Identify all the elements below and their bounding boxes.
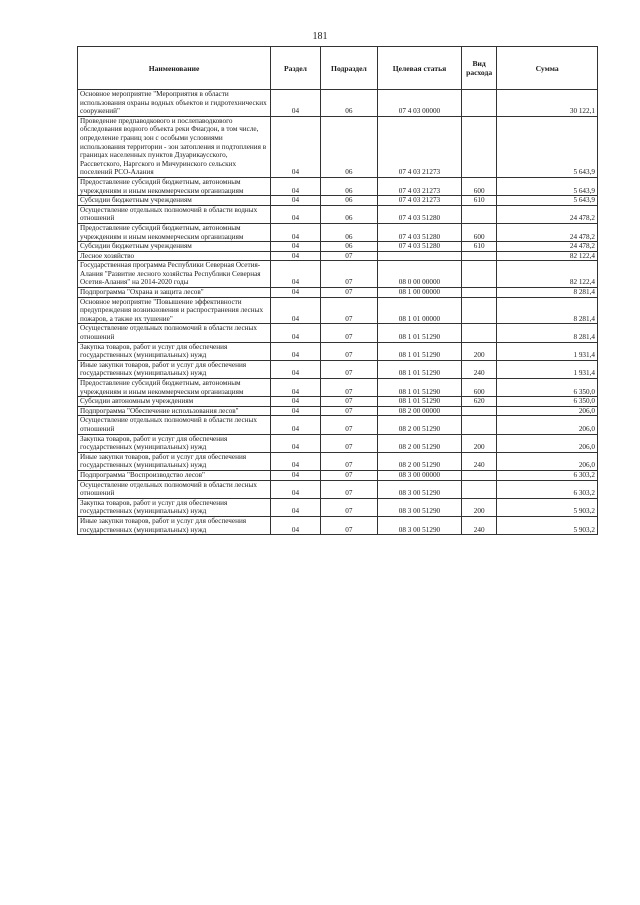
row-subsection: 07 bbox=[320, 480, 377, 498]
row-name: Осуществление отдельных полномочий в области лесных отношений bbox=[78, 324, 271, 342]
row-section: 04 bbox=[271, 416, 321, 434]
row-expense bbox=[462, 480, 497, 498]
row-section: 04 bbox=[271, 205, 321, 223]
row-subsection: 07 bbox=[320, 516, 377, 534]
row-section: 04 bbox=[271, 251, 321, 261]
row-sum: 24 478,2 bbox=[497, 205, 598, 223]
row-name: Осуществление отдельных полномочий в области лесных отношений bbox=[78, 480, 271, 498]
row-target: 08 1 01 51290 bbox=[377, 324, 461, 342]
row-subsection: 07 bbox=[320, 406, 377, 416]
row-target: 08 1 01 51290 bbox=[377, 379, 461, 397]
budget-table bbox=[77, 46, 598, 535]
row-expense bbox=[462, 261, 497, 288]
row-sum: 1 931,4 bbox=[497, 342, 598, 360]
row-subsection: 06 bbox=[320, 223, 377, 241]
row-target: 08 1 01 51290 bbox=[377, 360, 461, 378]
row-name: Подпрограмма "Обеспечение использования лесов" bbox=[78, 406, 271, 416]
row-subsection: 07 bbox=[320, 360, 377, 378]
row-sum: 6 303,2 bbox=[497, 480, 598, 498]
row-sum: 30 122,1 bbox=[497, 90, 598, 117]
row-expense: 610 bbox=[462, 196, 497, 206]
row-name: Основное мероприятие "Повышение эффективности предупреждения возникновения и распространения лесных пожаров, а также их тушение" bbox=[78, 297, 271, 324]
table-row bbox=[78, 416, 598, 434]
table-row bbox=[78, 480, 598, 498]
row-name: Субсидии бюджетным учреждениям bbox=[78, 242, 271, 252]
row-expense bbox=[462, 116, 497, 177]
row-target: 08 3 00 51290 bbox=[377, 498, 461, 516]
table-row bbox=[78, 360, 598, 378]
row-expense: 610 bbox=[462, 242, 497, 252]
row-name: Иные закупки товаров, работ и услуг для обеспечения государственных (муниципальных) нужд bbox=[78, 360, 271, 378]
row-expense bbox=[462, 297, 497, 324]
row-sum: 206,0 bbox=[497, 416, 598, 434]
row-subsection: 06 bbox=[320, 116, 377, 177]
row-expense: 600 bbox=[462, 177, 497, 195]
row-expense: 240 bbox=[462, 452, 497, 470]
table-row bbox=[78, 406, 598, 416]
row-name: Подпрограмма "Охрана и защита лесов" bbox=[78, 288, 271, 298]
row-section: 04 bbox=[271, 223, 321, 241]
row-name: Иные закупки товаров, работ и услуг для обеспечения государственных (муниципальных) нужд bbox=[78, 516, 271, 534]
row-target: 08 1 01 51290 bbox=[377, 342, 461, 360]
row-sum: 24 478,2 bbox=[497, 223, 598, 241]
row-expense: 240 bbox=[462, 516, 497, 534]
row-sum: 6 350,0 bbox=[497, 397, 598, 407]
row-sum: 82 122,4 bbox=[497, 261, 598, 288]
row-target: 07 4 03 21273 bbox=[377, 196, 461, 206]
row-subsection: 07 bbox=[320, 261, 377, 288]
row-expense: 600 bbox=[462, 223, 497, 241]
table-row bbox=[78, 288, 598, 298]
row-name: Предоставление субсидий бюджетным, автономным учреждениям и иным некоммерческим организациям bbox=[78, 223, 271, 241]
row-subsection: 07 bbox=[320, 324, 377, 342]
row-section: 04 bbox=[271, 379, 321, 397]
table-row bbox=[78, 379, 598, 397]
row-expense: 240 bbox=[462, 360, 497, 378]
row-sum: 24 478,2 bbox=[497, 242, 598, 252]
row-section: 04 bbox=[271, 480, 321, 498]
row-subsection: 07 bbox=[320, 498, 377, 516]
header-section: Раздел bbox=[271, 47, 321, 90]
row-section: 04 bbox=[271, 397, 321, 407]
row-subsection: 07 bbox=[320, 452, 377, 470]
row-name: Предоставление субсидий бюджетным, автономным учреждениям и иным некоммерческим организациям bbox=[78, 379, 271, 397]
row-expense bbox=[462, 416, 497, 434]
row-sum: 5 903,2 bbox=[497, 516, 598, 534]
table-row bbox=[78, 498, 598, 516]
page-number: 181 bbox=[312, 31, 328, 42]
table-row bbox=[78, 251, 598, 261]
header-name: Наименование bbox=[78, 47, 271, 90]
row-target: 07 4 03 00000 bbox=[377, 90, 461, 117]
row-target: 07 4 03 21273 bbox=[377, 116, 461, 177]
row-section: 04 bbox=[271, 116, 321, 177]
row-sum: 5 643,9 bbox=[497, 116, 598, 177]
row-target: 07 4 03 51280 bbox=[377, 223, 461, 241]
row-target: 08 1 00 00000 bbox=[377, 288, 461, 298]
row-expense bbox=[462, 288, 497, 298]
row-target: 08 1 01 51290 bbox=[377, 397, 461, 407]
row-expense bbox=[462, 406, 497, 416]
row-section: 04 bbox=[271, 434, 321, 452]
row-subsection: 07 bbox=[320, 342, 377, 360]
row-subsection: 07 bbox=[320, 288, 377, 298]
table-row bbox=[78, 324, 598, 342]
row-section: 04 bbox=[271, 516, 321, 534]
row-section: 04 bbox=[271, 406, 321, 416]
row-sum: 206,0 bbox=[497, 434, 598, 452]
row-section: 04 bbox=[271, 297, 321, 324]
row-expense: 200 bbox=[462, 342, 497, 360]
table-row bbox=[78, 90, 598, 117]
row-sum: 6 303,2 bbox=[497, 470, 598, 480]
row-target: 08 0 00 00000 bbox=[377, 261, 461, 288]
row-name: Осуществление отдельных полномочий в области лесных отношений bbox=[78, 416, 271, 434]
row-section: 04 bbox=[271, 498, 321, 516]
table-row bbox=[78, 470, 598, 480]
row-expense bbox=[462, 470, 497, 480]
row-section: 04 bbox=[271, 177, 321, 195]
row-target bbox=[377, 251, 461, 261]
row-target: 08 2 00 51290 bbox=[377, 452, 461, 470]
row-target: 07 4 03 21273 bbox=[377, 177, 461, 195]
row-name: Закупка товаров, работ и услуг для обеспечения государственных (муниципальных) нужд bbox=[78, 498, 271, 516]
row-section: 04 bbox=[271, 452, 321, 470]
row-name: Осуществление отдельных полномочий в области водных отношений bbox=[78, 205, 271, 223]
table-row bbox=[78, 297, 598, 324]
table-row bbox=[78, 261, 598, 288]
row-sum: 6 350,0 bbox=[497, 379, 598, 397]
row-subsection: 07 bbox=[320, 397, 377, 407]
row-expense bbox=[462, 251, 497, 261]
row-section: 04 bbox=[271, 196, 321, 206]
table-row bbox=[78, 434, 598, 452]
row-subsection: 07 bbox=[320, 416, 377, 434]
row-name: Субсидии бюджетным учреждениям bbox=[78, 196, 271, 206]
header-sum: Сумма bbox=[497, 47, 598, 90]
row-section: 04 bbox=[271, 242, 321, 252]
row-sum: 206,0 bbox=[497, 452, 598, 470]
header-expense: Вид расхода bbox=[462, 47, 497, 90]
row-section: 04 bbox=[271, 470, 321, 480]
table-row bbox=[78, 242, 598, 252]
row-name: Подпрограмма "Воспроизводство лесов" bbox=[78, 470, 271, 480]
row-subsection: 06 bbox=[320, 196, 377, 206]
table-row bbox=[78, 116, 598, 177]
row-target: 08 3 00 00000 bbox=[377, 470, 461, 480]
row-name: Иные закупки товаров, работ и услуг для обеспечения государственных (муниципальных) нужд bbox=[78, 452, 271, 470]
table-row bbox=[78, 205, 598, 223]
row-target: 08 2 00 00000 bbox=[377, 406, 461, 416]
row-sum: 5 643,9 bbox=[497, 196, 598, 206]
row-subsection: 07 bbox=[320, 297, 377, 324]
table-row bbox=[78, 516, 598, 534]
row-expense: 200 bbox=[462, 498, 497, 516]
row-section: 04 bbox=[271, 360, 321, 378]
row-section: 04 bbox=[271, 261, 321, 288]
row-section: 04 bbox=[271, 324, 321, 342]
row-name: Проведение предпаводкового и послепаводкового обследования водного объекта реки Фиагдон, в том числе, определение границ зон с особыми условиями использования территории - зон затопления и подтопления в границах населенных пунктов Дзуарикаусского, Рассветского, Наргского и Мичуринского сельских поселений РСО-Алания bbox=[78, 116, 271, 177]
row-name: Закупка товаров, работ и услуг для обеспечения государственных (муниципальных) нужд bbox=[78, 342, 271, 360]
table-row bbox=[78, 452, 598, 470]
row-subsection: 07 bbox=[320, 434, 377, 452]
row-sum: 82 122,4 bbox=[497, 251, 598, 261]
row-target: 07 4 03 51280 bbox=[377, 205, 461, 223]
header-subsection: Подраздел bbox=[320, 47, 377, 90]
row-target: 08 1 01 00000 bbox=[377, 297, 461, 324]
table-header-row bbox=[78, 47, 598, 90]
row-name: Предоставление субсидий бюджетным, автономным учреждениям и иным некоммерческим организациям bbox=[78, 177, 271, 195]
row-name: Основное мероприятие "Мероприятия в области использования охраны водных объектов и гидротехнических сооружений" bbox=[78, 90, 271, 117]
row-name: Государственная программа Республики Северная Осетия-Алания "Развитие лесного хозяйства Республики Северная Осетия-Алания" на 2014-2020 годы bbox=[78, 261, 271, 288]
row-expense bbox=[462, 205, 497, 223]
row-name: Закупка товаров, работ и услуг для обеспечения государственных (муниципальных) нужд bbox=[78, 434, 271, 452]
table-row bbox=[78, 223, 598, 241]
row-subsection: 07 bbox=[320, 251, 377, 261]
row-target: 07 4 03 51280 bbox=[377, 242, 461, 252]
row-expense bbox=[462, 90, 497, 117]
row-sum: 206,0 bbox=[497, 406, 598, 416]
row-subsection: 07 bbox=[320, 470, 377, 480]
row-subsection: 06 bbox=[320, 242, 377, 252]
row-expense bbox=[462, 324, 497, 342]
row-sum: 5 643,9 bbox=[497, 177, 598, 195]
row-sum: 5 903,2 bbox=[497, 498, 598, 516]
table-row bbox=[78, 397, 598, 407]
row-section: 04 bbox=[271, 342, 321, 360]
row-expense: 600 bbox=[462, 379, 497, 397]
table-row bbox=[78, 177, 598, 195]
row-name: Субсидии автономным учреждениям bbox=[78, 397, 271, 407]
row-target: 08 2 00 51290 bbox=[377, 416, 461, 434]
row-target: 08 2 00 51290 bbox=[377, 434, 461, 452]
row-section: 04 bbox=[271, 288, 321, 298]
row-target: 08 3 00 51290 bbox=[377, 516, 461, 534]
row-subsection: 06 bbox=[320, 205, 377, 223]
row-subsection: 07 bbox=[320, 379, 377, 397]
row-expense: 200 bbox=[462, 434, 497, 452]
header-target: Целевая статья bbox=[377, 47, 461, 90]
row-sum: 1 931,4 bbox=[497, 360, 598, 378]
row-section: 04 bbox=[271, 90, 321, 117]
row-expense: 620 bbox=[462, 397, 497, 407]
row-sum: 8 281,4 bbox=[497, 324, 598, 342]
row-subsection: 06 bbox=[320, 177, 377, 195]
row-target: 08 3 00 51290 bbox=[377, 480, 461, 498]
table-row bbox=[78, 342, 598, 360]
row-sum: 8 281,4 bbox=[497, 288, 598, 298]
row-name: Лесное хозяйство bbox=[78, 251, 271, 261]
row-subsection: 06 bbox=[320, 90, 377, 117]
table-row bbox=[78, 196, 598, 206]
row-sum: 8 281,4 bbox=[497, 297, 598, 324]
